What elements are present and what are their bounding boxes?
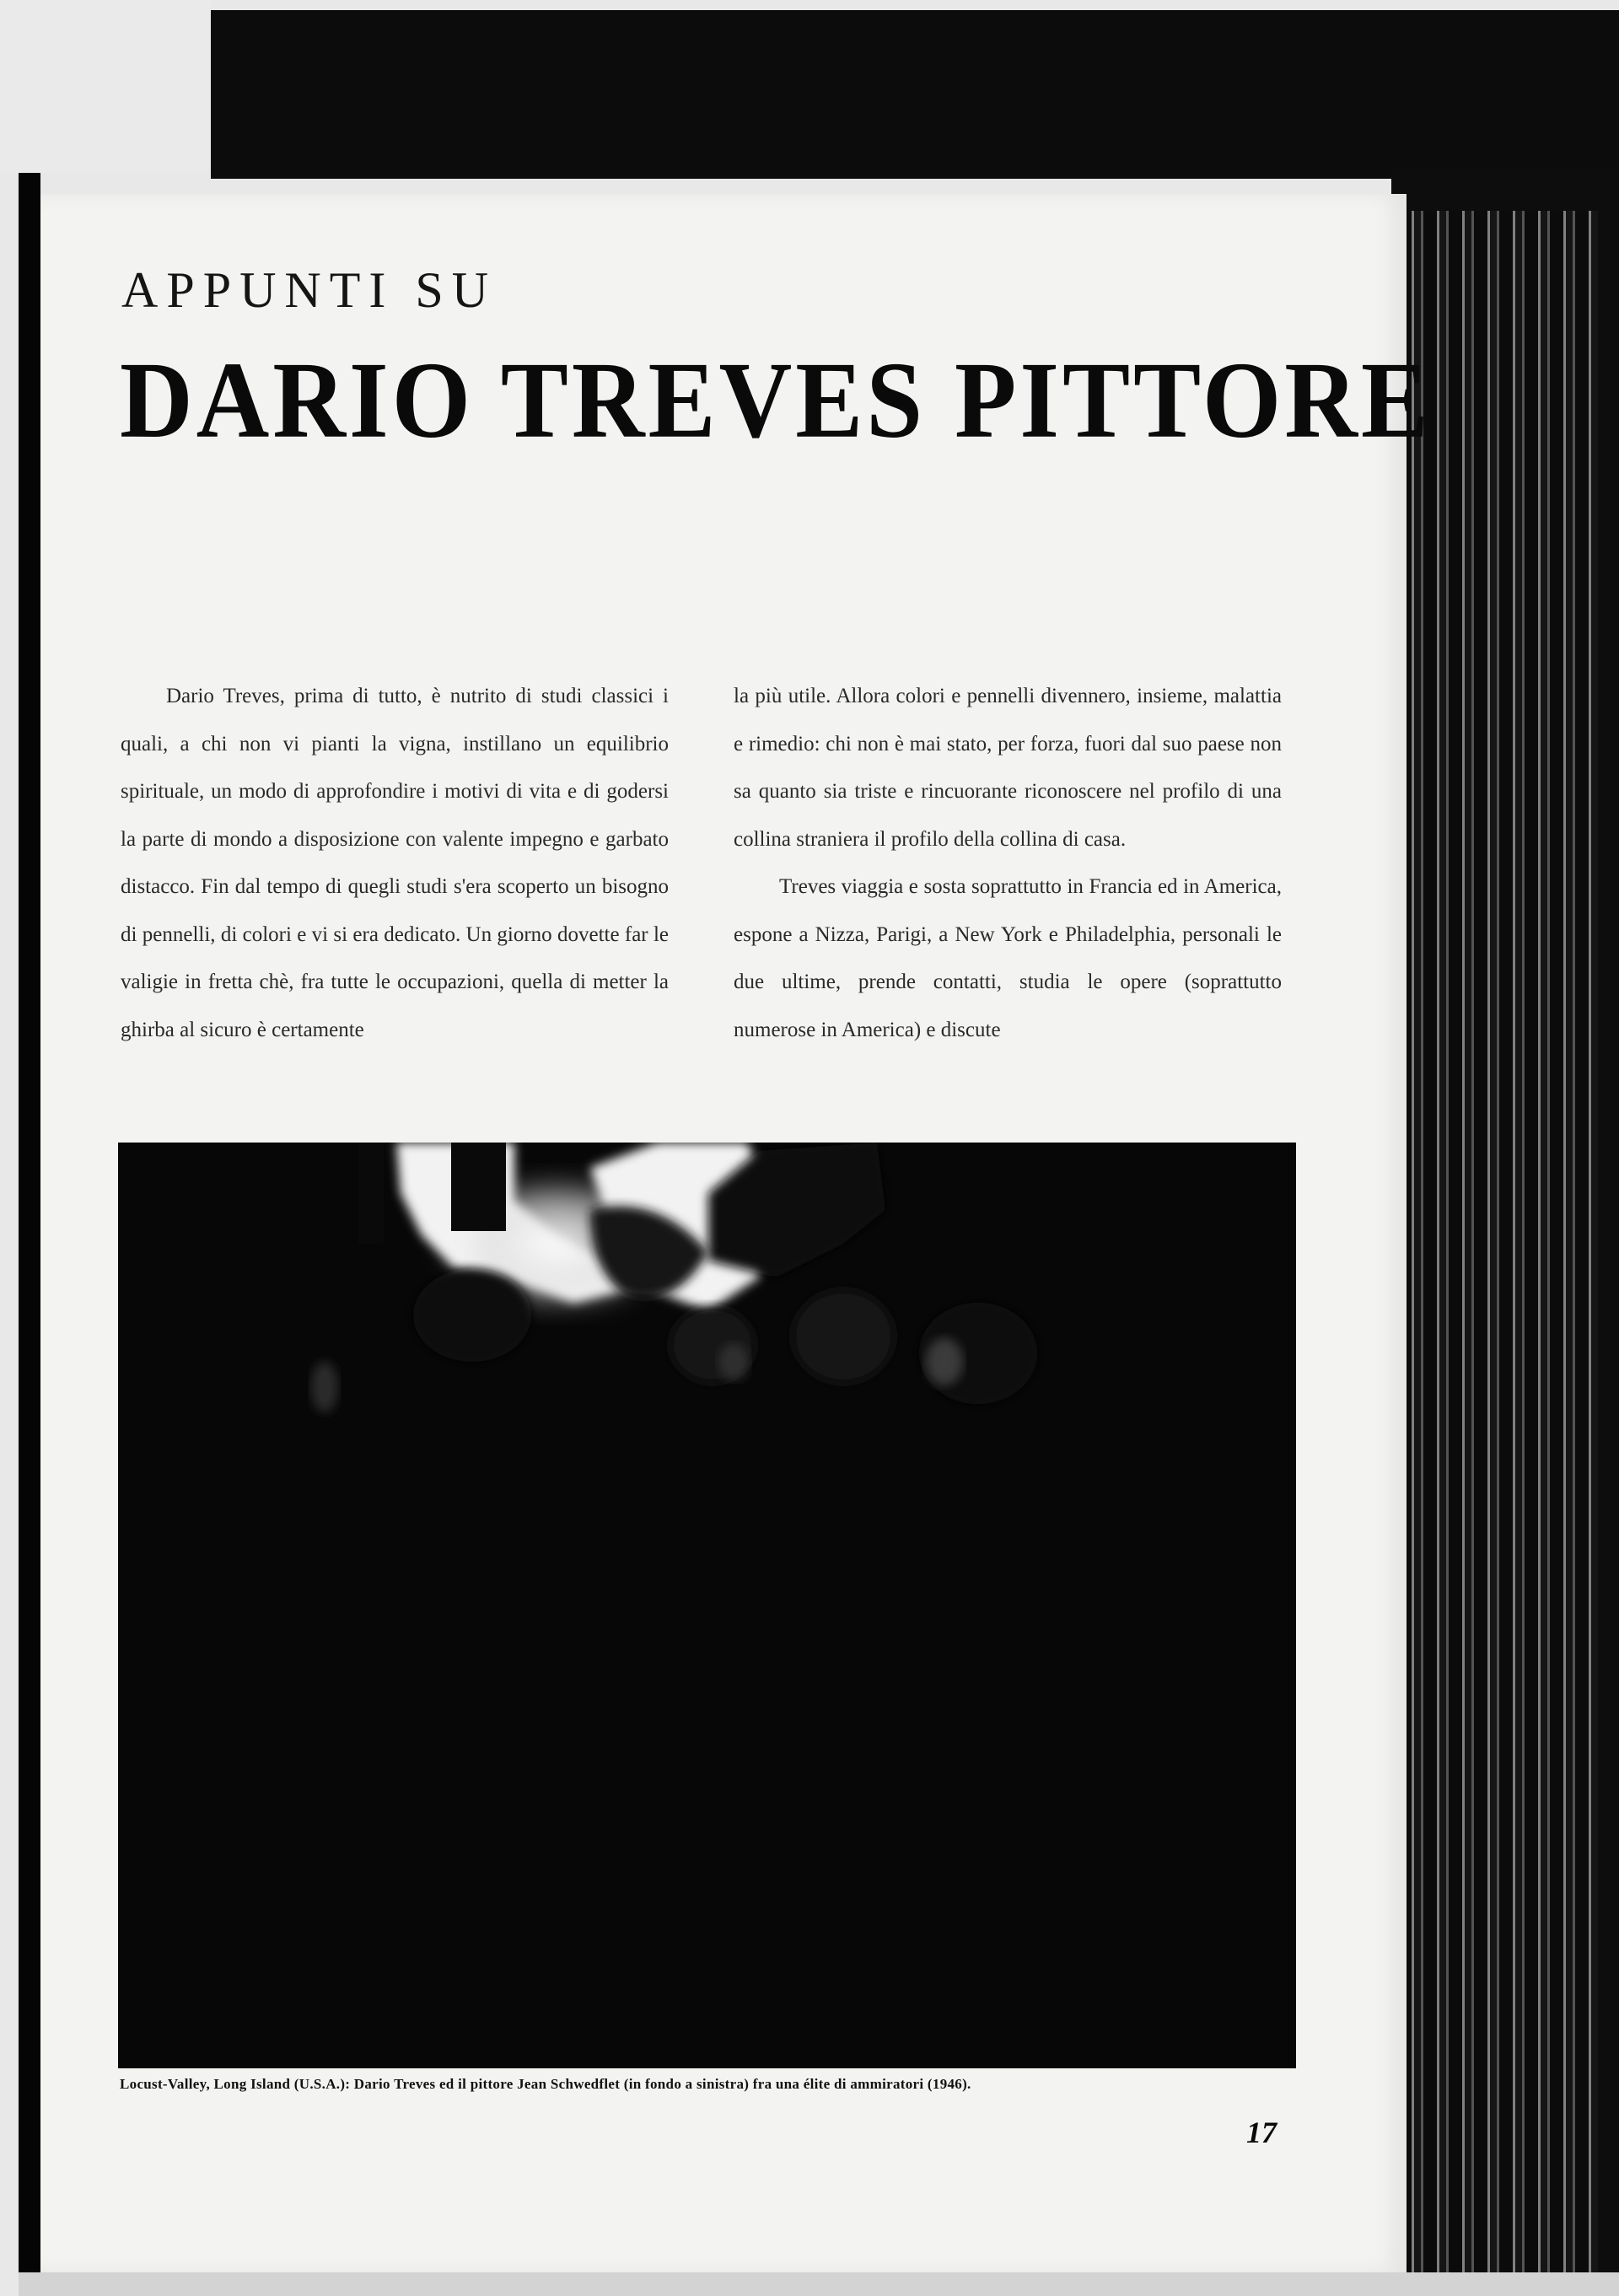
photo-caption: Locust-Valley, Long Island (U.S.A.): Dario Treves ed il pittore Jean Schwedflet (in fondo a sinistra) fra una élite di ammiratori (1946). — [120, 2076, 971, 2092]
magazine-page — [40, 194, 1432, 2272]
scan-margin-top-left — [0, 0, 211, 173]
paragraph: Dario Treves, prima di tutto, è nutrito di studi classici i quali, a chi non vi pianti la vigna, instillano un equilibrio spirituale, un modo di approfondire i motivi di vita e di godersi la parte di mondo a disposizione con valente impegno e garbato distacco. Fin dal tempo di quegli studi s'era scoperto un bisogno di pennelli, di colori e vi si era dedicato. Un giorno dovette far le valigie in fretta chè, fra tutte le occupazioni, quella di metter la ghirba al sicuro è certamente — [121, 685, 669, 1041]
article-title: DARIO TREVES PITTORE — [120, 339, 1432, 460]
scan-dark-band-left — [19, 173, 40, 2296]
article-column-left — [121, 673, 669, 1054]
scan-margin-bottom — [19, 2272, 1619, 2296]
photo-dark-figures — [118, 1143, 1296, 2068]
paragraph: Treves viaggia e sosta soprattutto in Francia ed in America, espone a Nizza, Parigi, a New York e Philadelphia, personali le due ultime, prende contatti, studia le opere (soprattutto numerose in America) e discute — [734, 875, 1282, 1041]
group-photograph — [118, 1143, 1296, 2068]
page-number: 17 — [1246, 2116, 1277, 2149]
book-page-edges — [1404, 211, 1598, 2285]
article-column-right — [734, 673, 1282, 1054]
scan-dark-band-top — [211, 10, 1619, 179]
paragraph: la più utile. Allora colori e pennelli divennero, insieme, malattia e rimedio: chi non è mai stato, per forza, fuori dal suo paese non sa quanto sia triste e rincuorante riconoscere nel profilo di una collina straniera il profilo della collina di casa. — [734, 685, 1282, 851]
article-kicker: APPUNTI SU — [121, 262, 498, 318]
